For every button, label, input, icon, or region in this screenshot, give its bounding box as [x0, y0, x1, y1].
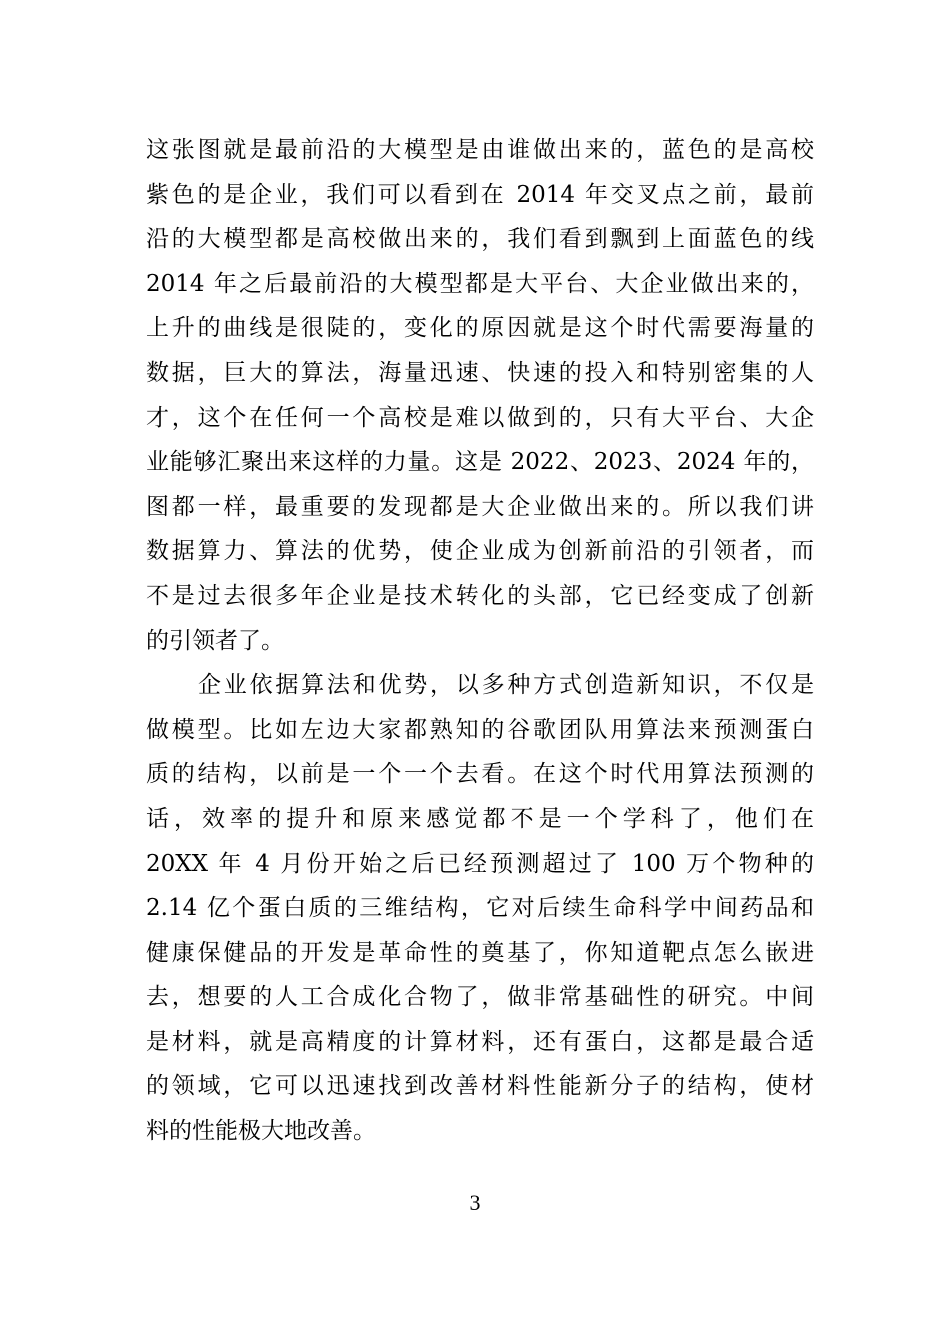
paragraph-1: [146, 128, 814, 663]
text-line: 这张图就是最前沿的大模型是由谁做出来的，蓝色的是高校: [146, 137, 814, 163]
body-text: [146, 128, 814, 1154]
text-line: 沿的大模型都是高校做出来的，我们看到飘到上面蓝色的线: [146, 226, 814, 253]
paragraph-2: [146, 663, 814, 1154]
text-line: 20XX 年 4 月份开始之后已经预测超过了 100 万个物种的: [146, 850, 814, 877]
text-line: 2.14 亿个蛋白质的三维结构，它对后续生命科学中间药品和: [146, 895, 814, 922]
text-line: 去，想要的人工合成化合物了，做非常基础性的研究。中间: [146, 984, 814, 1011]
text-line: 才，这个在任何一个高校是难以做到的，只有大平台、大企: [146, 404, 814, 431]
page-number: 3: [469, 1190, 481, 1215]
text-line: 紫色的是企业，我们可以看到在 2014 年交叉点之前，最前: [146, 181, 814, 208]
text-line: 的引领者了。: [146, 627, 284, 654]
text-line: 的领域，它可以迅速找到改善材料性能新分子的结构，使材: [146, 1073, 814, 1100]
text-line: 图都一样，最重要的发现都是大企业做出来的。所以我们讲: [146, 493, 814, 520]
text-line: 料的性能极大地改善。: [146, 1118, 376, 1145]
text-line: 业能够汇聚出来这样的力量。这是 2022、2023、2024 年的，: [146, 449, 814, 476]
text-line: 数据，巨大的算法，海量迅速、快速的投入和特别密集的人: [146, 359, 814, 386]
text-line: 质的结构，以前是一个一个去看。在这个时代用算法预测的: [146, 761, 814, 788]
text-line: 2014 年之后最前沿的大模型都是大平台、大企业做出来的，: [146, 270, 814, 297]
text-line: 健康保健品的开发是革命性的奠基了，你知道靶点怎么嵌进: [146, 939, 814, 966]
text-line: 不是过去很多年企业是技术转化的头部，它已经变成了创新: [146, 582, 814, 609]
text-line: 话，效率的提升和原来感觉都不是一个学科了，他们在: [146, 805, 814, 832]
text-line: 上升的曲线是很陡的，变化的原因就是这个时代需要海量的: [146, 315, 814, 342]
text-line: 是材料，就是高精度的计算材料，还有蛋白，这都是最合适: [146, 1028, 814, 1055]
text-line: 企业依据算法和优势，以多种方式创造新知识，不仅是: [198, 672, 814, 699]
text-line: 数据算力、算法的优势，使企业成为创新前沿的引领者，而: [146, 538, 814, 565]
text-line: 做模型。比如左边大家都熟知的谷歌团队用算法来预测蛋白: [146, 716, 814, 743]
